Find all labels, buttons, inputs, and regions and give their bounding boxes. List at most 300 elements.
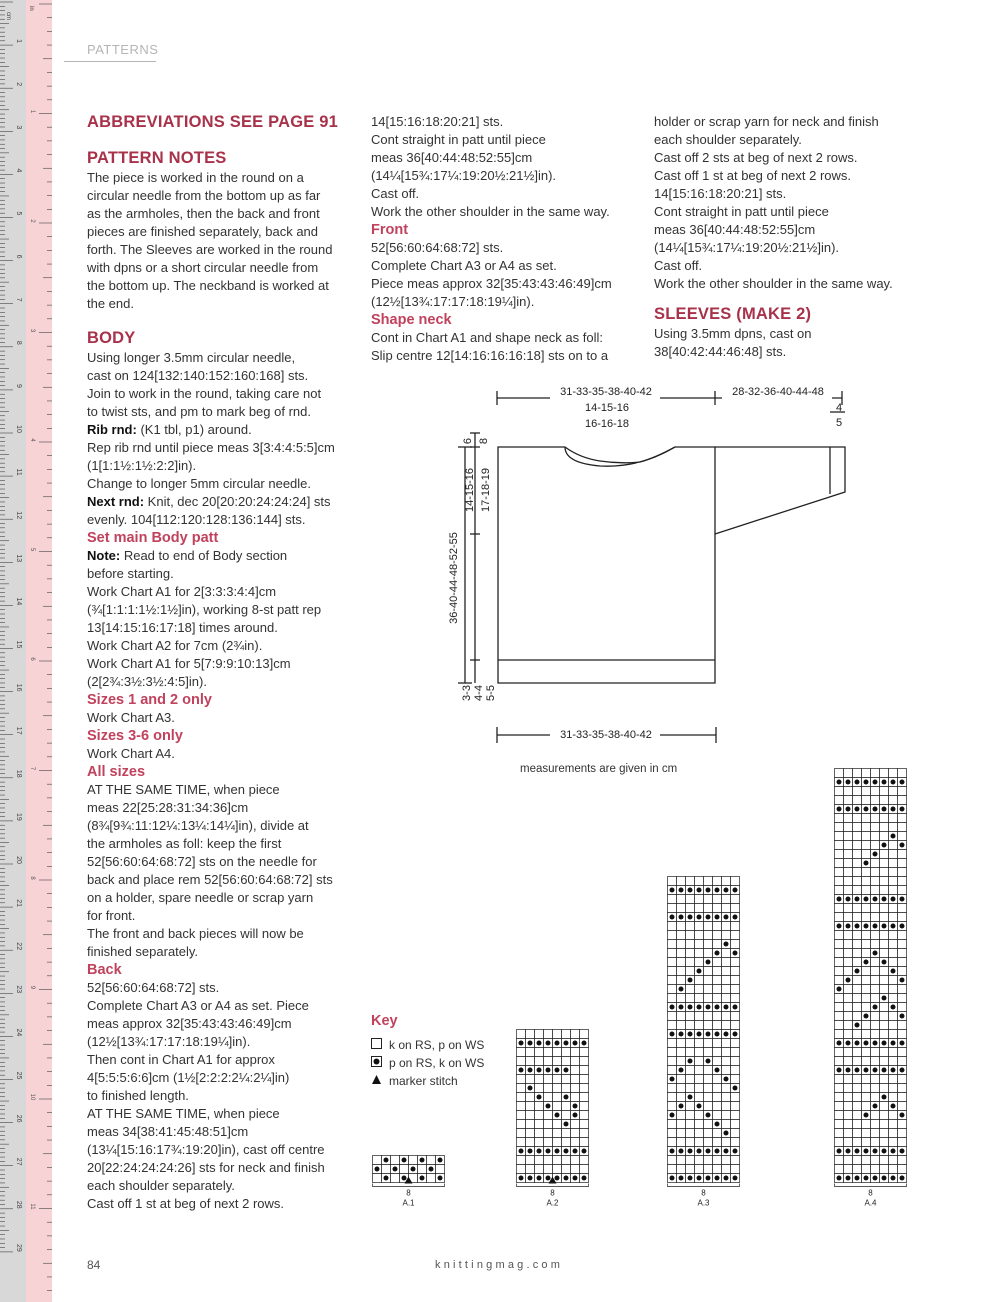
line-text: 4[5:5:5:6:6]cm (1½[2:2:2:2¼:2¼]in) [87, 1070, 290, 1085]
chart-cell [853, 796, 862, 805]
chart-cell [844, 1129, 853, 1138]
chart-cell [704, 895, 713, 904]
purl-dot [855, 1149, 860, 1154]
chart-cell [695, 1156, 704, 1165]
chart-cell [871, 940, 880, 949]
chart-cell [704, 940, 713, 949]
chart-cell [844, 877, 853, 886]
chart-cell [571, 1075, 580, 1084]
chart-cell [562, 1165, 571, 1174]
chart-cell [553, 1093, 562, 1102]
line-text: Cont straight in patt until piece [654, 204, 829, 219]
purl-dot [706, 1176, 711, 1181]
chart-cell [853, 940, 862, 949]
purl-dot [564, 1041, 569, 1046]
purl-dot [900, 978, 905, 983]
chart-cell [862, 967, 871, 976]
chart-cell [862, 796, 871, 805]
line-text: Work the other shoulder in the same way. [371, 204, 610, 219]
line-text: Set main Body patt [87, 530, 219, 546]
chart-cell [704, 1129, 713, 1138]
chart-cell [871, 787, 880, 796]
chart-cell [695, 958, 704, 967]
purl-dot [411, 1167, 416, 1172]
spacer [87, 313, 352, 327]
chart-cell [571, 1048, 580, 1057]
chart-width-label: 8 [550, 1188, 555, 1198]
chart-cell [862, 868, 871, 877]
text-line [87, 241, 352, 259]
purl-dot [697, 1005, 702, 1010]
chart-cell [695, 949, 704, 958]
purl-dot [706, 960, 711, 965]
chart-cell [880, 976, 889, 985]
chart-key [371, 1012, 484, 1090]
heading [371, 221, 641, 239]
chart-cell [562, 1030, 571, 1039]
purl-dot [670, 1113, 675, 1118]
purl-dot [706, 1005, 711, 1010]
purl-dot [679, 1032, 684, 1037]
cm-unit-label: cm [5, 12, 11, 20]
chart-cell [862, 823, 871, 832]
purl-dot [864, 780, 869, 785]
heading [87, 961, 352, 979]
purl-dot [706, 1149, 711, 1154]
chart-cell [677, 976, 686, 985]
text-line [87, 601, 352, 619]
chart-cell [668, 1156, 677, 1165]
chart-cell [713, 1057, 722, 1066]
line-text: BODY [87, 329, 136, 347]
line-text: Work Chart A1 for 5[7:9:9:10:13]cm [87, 656, 291, 671]
purl-dot [706, 1113, 711, 1118]
chart-cell [889, 769, 898, 778]
chart-cell [853, 886, 862, 895]
chart-cell [668, 1066, 677, 1075]
chart-cell [880, 1120, 889, 1129]
purl-dot [900, 1041, 905, 1046]
purl-dot [697, 915, 702, 920]
purl-dot [891, 1068, 896, 1073]
cm-number: 15 [15, 640, 22, 649]
line-text: each shoulder separately. [87, 1178, 235, 1193]
chart-cell [526, 1120, 535, 1129]
chart-cell [677, 1129, 686, 1138]
purl-dot [546, 1041, 551, 1046]
purl-dot [555, 1149, 560, 1154]
text-line [87, 1177, 352, 1195]
chart-cell [862, 1120, 871, 1129]
purl-dot [582, 1149, 587, 1154]
purl-dot [688, 1095, 693, 1100]
purl-dot [724, 1149, 729, 1154]
line-text: each shoulder separately. [654, 132, 802, 147]
chart-cell [862, 1003, 871, 1012]
purl-dot [891, 807, 896, 812]
text-line [371, 347, 641, 365]
chart-cell [844, 958, 853, 967]
chart-cell [835, 1129, 844, 1138]
chart-cell [889, 859, 898, 868]
chart-cell [517, 1048, 526, 1057]
line-text: 14[15:16:18:20:21] sts. [371, 114, 504, 129]
chart-cell [835, 859, 844, 868]
chart-cell [871, 868, 880, 877]
purl-dot [688, 1005, 693, 1010]
chart-id-label: A.2 [546, 1198, 559, 1208]
purl-dot [846, 1041, 851, 1046]
triangle-icon [371, 1072, 385, 1090]
chart-cell [677, 1021, 686, 1030]
text-line [654, 113, 924, 131]
line-text: 20[22:24:24:24:26] sts for neck and finish [87, 1160, 325, 1175]
chart-a1 [371, 1155, 447, 1212]
chart-cell [668, 967, 677, 976]
heading [87, 147, 352, 169]
chart-cell [382, 1165, 391, 1174]
line-text: Slip centre 12[14:16:16:16:18] sts on to a [371, 348, 609, 363]
purl-dot [438, 1176, 443, 1181]
purl-dot [519, 1176, 524, 1181]
chart-cell [677, 895, 686, 904]
chart-cell [553, 1156, 562, 1165]
purl-dot [873, 1005, 878, 1010]
chart-cell [517, 1075, 526, 1084]
line-text: Back [87, 962, 122, 978]
line-text: AT THE SAME TIME, when piece [87, 1106, 280, 1121]
chart-cell [409, 1156, 418, 1165]
chart-cell [853, 1057, 862, 1066]
chart-cell [835, 1165, 844, 1174]
chart-cell [862, 832, 871, 841]
chart-cell [898, 769, 907, 778]
chart-cell [862, 814, 871, 823]
cm-number: 8 [15, 340, 22, 345]
chart-cell [731, 976, 740, 985]
purl-dot [697, 969, 702, 974]
chart-cell [704, 949, 713, 958]
purl-dot [555, 1041, 560, 1046]
line-text: Cast off 1 st at beg of next 2 rows. [654, 168, 852, 183]
purl-dot [837, 924, 842, 929]
text-line [87, 439, 352, 457]
chart-cell [517, 1030, 526, 1039]
chart-cell [580, 1102, 589, 1111]
chart-cell [526, 1057, 535, 1066]
chart-cell [677, 904, 686, 913]
chart-cell [562, 1156, 571, 1165]
chart-cell [677, 1057, 686, 1066]
chart-cell [871, 859, 880, 868]
purl-dot [837, 780, 842, 785]
purl-dot [706, 1032, 711, 1037]
chart-cell [731, 1138, 740, 1147]
heading [654, 303, 924, 325]
chart-cell [862, 976, 871, 985]
chart-cell [695, 904, 704, 913]
chart-cell [880, 1102, 889, 1111]
chart-cell [889, 877, 898, 886]
chart-cell [862, 850, 871, 859]
inline-bold: Note: [87, 548, 121, 563]
chart-cell [704, 904, 713, 913]
chart-cell [731, 1093, 740, 1102]
line-text: 52[56:60:64:68:72] sts on the needle for [87, 854, 317, 869]
chart-cell [835, 958, 844, 967]
line-text: on a holder, spare needle or scrap yarn [87, 890, 314, 905]
cm-number: 5 [15, 211, 22, 216]
purl-dot [882, 1095, 887, 1100]
chart-cell [844, 859, 853, 868]
line-text: Read to end of Body section [120, 548, 288, 563]
chart-cell [853, 1138, 862, 1147]
purl-dot [679, 915, 684, 920]
footer-url: knittingmag.com [435, 1259, 564, 1271]
purl-dot [715, 1032, 720, 1037]
purl-dot [855, 807, 860, 812]
chart-cell [713, 985, 722, 994]
chart-width-label: 8 [406, 1188, 411, 1198]
chart-cell [677, 1048, 686, 1057]
purl-dot [724, 1005, 729, 1010]
repeat-bracket [668, 1184, 740, 1187]
purl-dot [882, 897, 887, 902]
chart-cell [668, 1138, 677, 1147]
chart-cell [898, 985, 907, 994]
empty-square-icon [371, 1036, 385, 1054]
chart-cell [898, 1165, 907, 1174]
purl-dot [537, 1176, 542, 1181]
key-item [371, 1054, 484, 1072]
chart-cell [571, 1138, 580, 1147]
purl-dot [846, 924, 851, 929]
chart-cell [713, 895, 722, 904]
chart-cell [686, 1075, 695, 1084]
purl-dot [582, 1176, 587, 1181]
chart-cell [844, 1075, 853, 1084]
in-number: 1 [29, 109, 35, 114]
text-line [87, 799, 352, 817]
text-line [87, 943, 352, 961]
chart-cell [695, 1021, 704, 1030]
chart-cell [898, 850, 907, 859]
chart-cell [427, 1174, 436, 1183]
purl-dot [855, 1041, 860, 1046]
purl-dot [670, 1005, 675, 1010]
chart-cell [862, 931, 871, 940]
chart-cell [835, 976, 844, 985]
purl-dot [891, 1176, 896, 1181]
chart-cell [871, 1165, 880, 1174]
text-line [371, 275, 641, 293]
chart-cell [898, 823, 907, 832]
cm-number: 20 [15, 856, 22, 864]
dim-cuff-a: 4 [835, 402, 843, 414]
purl-dot [873, 897, 878, 902]
chart-cell [889, 1111, 898, 1120]
text-line [87, 349, 352, 367]
purl-dot [891, 969, 896, 974]
chart-cell [871, 877, 880, 886]
line-text: meas approx 32[35:43:43:46:49]cm [87, 1016, 292, 1031]
chart-cell [695, 1093, 704, 1102]
chart-cell [535, 1057, 544, 1066]
purl-dot [882, 1149, 887, 1154]
chart-cell [835, 1102, 844, 1111]
purl-dot [670, 915, 675, 920]
chart-cell [713, 922, 722, 931]
dim-rib-c: 5-5 [485, 685, 497, 701]
chart-cell [544, 1048, 553, 1057]
chart-cell [544, 1084, 553, 1093]
section-label: PATTERNS [87, 42, 159, 57]
chart-cell [544, 1111, 553, 1120]
heading [87, 727, 352, 745]
chart-cell [517, 1084, 526, 1093]
chart-cell [686, 1084, 695, 1093]
chart-cell [871, 958, 880, 967]
purl-dot [438, 1158, 443, 1163]
line-text: meas 36[40:44:48:52:55]cm [371, 150, 533, 165]
chart-cell [853, 1129, 862, 1138]
chart-cell [562, 1138, 571, 1147]
text-line [87, 637, 352, 655]
chart-cell [713, 967, 722, 976]
chart-cell [889, 958, 898, 967]
line-text: (14¼[15¾:17¼:19:20½:21½]in). [654, 240, 840, 255]
chart-cell [391, 1174, 400, 1183]
chart-cell [553, 1084, 562, 1093]
chart-cell [704, 1066, 713, 1075]
chart-cell [553, 1129, 562, 1138]
chart-cell [391, 1156, 400, 1165]
chart-cell [898, 958, 907, 967]
dim-sleeve-length: 28-32-36-40-44-48 [732, 386, 824, 398]
chart-cell [517, 1165, 526, 1174]
chart-cell [731, 1165, 740, 1174]
chart-cell [844, 985, 853, 994]
chart-cell [713, 1165, 722, 1174]
chart-cell [731, 958, 740, 967]
purl-dot [384, 1158, 389, 1163]
text-line [371, 185, 641, 203]
chart-cell [668, 922, 677, 931]
chart-cell [686, 1102, 695, 1111]
purl-dot [724, 915, 729, 920]
chart-cell [880, 1048, 889, 1057]
text-line [87, 781, 352, 799]
chart-cell [668, 1039, 677, 1048]
dim-neck-depth-a: 6 [462, 437, 474, 445]
chart-cell [517, 1093, 526, 1102]
chart-cell [668, 1093, 677, 1102]
chart-cell [686, 1129, 695, 1138]
chart-cell [686, 1120, 695, 1129]
chart-cell [535, 1111, 544, 1120]
chart-cell [571, 1156, 580, 1165]
page-number: 84 [87, 1258, 101, 1272]
chart-cell [562, 1102, 571, 1111]
section-divider [64, 61, 156, 62]
text-line [87, 889, 352, 907]
purl-dot [528, 1149, 533, 1154]
chart-cell [580, 1093, 589, 1102]
chart-cell [400, 1165, 409, 1174]
chart-cell [844, 841, 853, 850]
chart-cell [898, 1156, 907, 1165]
chart-cell [853, 832, 862, 841]
purl-dot [837, 1041, 842, 1046]
chart-cell [889, 949, 898, 958]
sleeve-outline [715, 447, 845, 534]
chart-cell [844, 814, 853, 823]
text-line [87, 187, 352, 205]
chart-cell [862, 877, 871, 886]
chart-cell [731, 1102, 740, 1111]
chart-cell [889, 868, 898, 877]
chart-cell [695, 1012, 704, 1021]
chart-cell [526, 1129, 535, 1138]
chart-cell [704, 877, 713, 886]
chart-cell [535, 1075, 544, 1084]
chart-cell [677, 940, 686, 949]
chart-cell [853, 958, 862, 967]
cm-number: 9 [15, 383, 22, 388]
chart-cell [844, 1048, 853, 1057]
chart-cell [871, 904, 880, 913]
chart-cell [835, 1057, 844, 1066]
chart-a3 [666, 876, 742, 1212]
chart-cell [677, 1039, 686, 1048]
chart-cell [526, 1093, 535, 1102]
text-line [87, 835, 352, 853]
chart-cell [713, 1156, 722, 1165]
purl-dot [573, 1104, 578, 1109]
purl-dot [882, 960, 887, 965]
chart-cell [704, 1120, 713, 1129]
text-line [654, 149, 924, 167]
chart-cell [835, 904, 844, 913]
purl-dot [375, 1167, 380, 1172]
chart-cell [722, 1066, 731, 1075]
line-text: circular needle from the bottom up as far [87, 188, 321, 203]
purl-dot [882, 1041, 887, 1046]
chart-cell [686, 1048, 695, 1057]
chart-cell [862, 1030, 871, 1039]
purl-dot [733, 1032, 738, 1037]
chart-cell [553, 1048, 562, 1057]
chart-cell [373, 1156, 382, 1165]
chart-cell [880, 1003, 889, 1012]
purl-dot [864, 960, 869, 965]
text-line [654, 343, 924, 361]
chart-cell [835, 787, 844, 796]
chart-cell [880, 940, 889, 949]
line-text: back and place rem 52[56:60:64:68:72] sts [87, 872, 333, 887]
text-line [87, 745, 352, 763]
chart-cell [844, 994, 853, 1003]
purl-dot [846, 1176, 851, 1181]
chart-cell [862, 994, 871, 1003]
chart-cell [871, 1129, 880, 1138]
chart-cell [835, 769, 844, 778]
chart-cell [853, 769, 862, 778]
chart-cell [880, 1075, 889, 1084]
chart-cell [898, 886, 907, 895]
purl-dot [873, 1041, 878, 1046]
chart-cell [704, 1021, 713, 1030]
